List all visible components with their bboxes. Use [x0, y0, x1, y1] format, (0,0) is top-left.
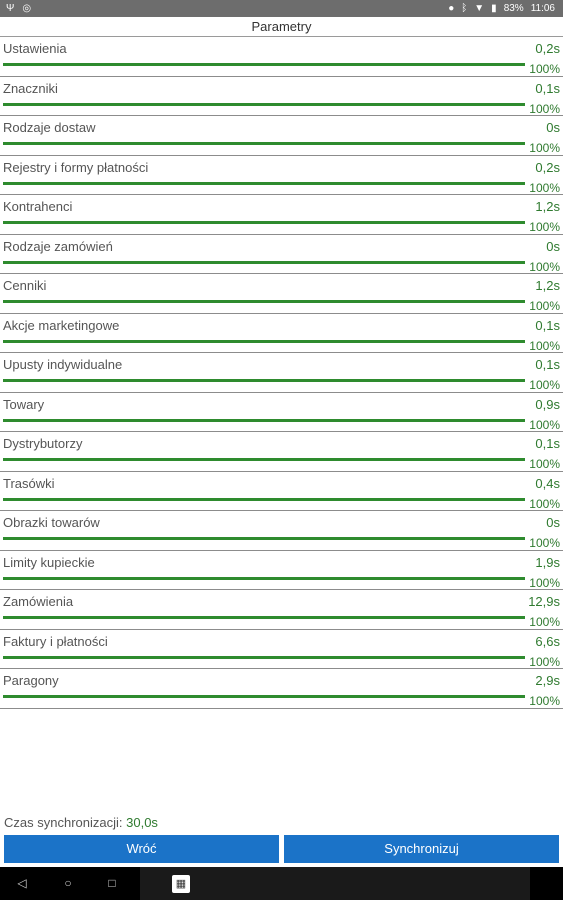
home-nav-icon[interactable]: ○	[64, 876, 72, 890]
item-time: 1,9s	[535, 554, 560, 570]
item-name: Dystrybutorzy	[3, 436, 83, 451]
battery-percent: 83%	[503, 3, 524, 14]
item-time: 0s	[546, 238, 560, 254]
item-time: 2,9s	[535, 673, 560, 688]
progress-bar	[3, 498, 525, 501]
item-name: Kontrahenci	[3, 199, 73, 214]
item-percent: 100%	[529, 654, 560, 669]
back-button[interactable]: Wróć	[4, 835, 279, 863]
progress-fill	[3, 537, 525, 540]
bluetooth-icon: ᛒ	[461, 3, 468, 14]
item-time: 0,9s	[535, 396, 560, 412]
item-percent: 100%	[529, 417, 560, 432]
list-item	[0, 511, 563, 551]
progress-fill	[3, 616, 525, 619]
item-name: Rodzaje zamówień	[3, 238, 113, 254]
item-time: 1,2s	[535, 278, 560, 293]
item-name: Faktury i płatności	[3, 633, 108, 649]
wifi-icon: ▼	[474, 3, 485, 14]
list-item	[0, 195, 563, 235]
status-bar	[0, 0, 563, 17]
item-time: 0,2s	[535, 41, 560, 56]
item-percent: 100%	[529, 378, 560, 392]
item-name: Limity kupieckie	[3, 554, 95, 570]
item-time: 0,1s	[535, 436, 560, 451]
recents-nav-icon[interactable]: □	[108, 876, 116, 890]
list-item	[0, 590, 563, 630]
sync-status-icon: ◎	[22, 3, 32, 14]
item-percent: 100%	[529, 457, 560, 471]
status-time: 11:06	[530, 3, 555, 14]
list-item	[0, 274, 563, 314]
progress-fill	[3, 419, 525, 422]
list-item	[0, 116, 563, 156]
progress-fill	[3, 142, 525, 145]
list-item	[0, 156, 563, 196]
list-item	[0, 393, 563, 433]
item-name: Akcje marketingowe	[3, 317, 120, 333]
app-icon[interactable]: ▦	[172, 875, 190, 893]
progress-bar	[3, 261, 525, 264]
item-time: 0,1s	[535, 80, 560, 96]
item-name: Upusty indywidualne	[3, 357, 123, 372]
item-name: Zamówienia	[3, 594, 74, 609]
progress-bar	[3, 142, 525, 145]
item-time: 0,2s	[535, 159, 560, 175]
item-percent: 100%	[529, 496, 560, 511]
progress-bar	[3, 537, 525, 540]
item-name: Znaczniki	[3, 80, 58, 96]
item-percent: 100%	[529, 101, 560, 116]
sync-time	[4, 815, 158, 830]
progress-bar	[3, 577, 525, 580]
progress-fill	[3, 261, 525, 264]
progress-bar	[3, 300, 525, 303]
list-item	[0, 551, 563, 591]
progress-bar	[3, 182, 525, 185]
item-time: 0s	[546, 515, 560, 530]
progress-fill	[3, 340, 525, 343]
location-icon: ●	[448, 3, 455, 14]
item-percent: 100%	[529, 180, 560, 195]
progress-fill	[3, 182, 525, 185]
app-strip	[140, 867, 530, 900]
progress-fill	[3, 498, 525, 501]
list-item	[0, 472, 563, 512]
progress-fill	[3, 103, 525, 106]
item-percent: 100%	[529, 694, 560, 708]
list-item	[0, 432, 563, 472]
progress-bar	[3, 63, 525, 66]
list-item	[0, 669, 563, 709]
progress-bar	[3, 656, 525, 659]
progress-bar	[3, 695, 525, 698]
progress-fill	[3, 695, 525, 698]
battery-icon: ▮	[491, 3, 497, 14]
item-name: Obrazki towarów	[3, 515, 100, 530]
item-percent: 100%	[529, 575, 560, 590]
sync-time-label: Czas synchronizacji:	[4, 815, 123, 830]
item-time: 1,2s	[535, 199, 560, 214]
list-item	[0, 235, 563, 275]
item-percent: 100%	[529, 62, 560, 76]
item-name: Trasówki	[3, 475, 55, 491]
progress-fill	[3, 300, 525, 303]
item-time: 0,1s	[535, 317, 560, 333]
synchronize-button[interactable]: Synchronizuj	[284, 835, 559, 863]
item-percent: 100%	[529, 141, 560, 155]
item-name: Rodzaje dostaw	[3, 120, 96, 135]
item-percent: 100%	[529, 220, 560, 234]
item-percent: 100%	[529, 299, 560, 313]
list-item	[0, 37, 563, 77]
progress-bar	[3, 458, 525, 461]
item-percent: 100%	[529, 259, 560, 274]
navigation-bar	[0, 867, 563, 900]
list-item	[0, 353, 563, 393]
item-name: Cenniki	[3, 278, 47, 293]
page-title: Parametry	[0, 17, 563, 37]
sync-time-value: 30,0s	[126, 815, 158, 830]
usb-icon: Ψ	[6, 3, 15, 14]
progress-bar	[3, 419, 525, 422]
item-percent: 100%	[529, 615, 560, 629]
item-time: 0,1s	[535, 357, 560, 372]
item-time: 0s	[546, 120, 560, 135]
progress-bar	[3, 616, 525, 619]
sync-list	[0, 37, 563, 709]
progress-bar	[3, 340, 525, 343]
progress-fill	[3, 458, 525, 461]
item-name: Towary	[3, 396, 45, 412]
item-name: Rejestry i formy płatności	[3, 159, 149, 175]
item-percent: 100%	[529, 338, 560, 353]
progress-fill	[3, 221, 525, 224]
progress-bar	[3, 103, 525, 106]
back-nav-icon[interactable]: ◁	[17, 876, 27, 890]
item-name: Ustawienia	[3, 41, 67, 56]
item-name: Paragony	[3, 673, 59, 688]
progress-fill	[3, 63, 525, 66]
item-time: 12,9s	[528, 594, 560, 609]
list-item	[0, 77, 563, 117]
progress-fill	[3, 656, 525, 659]
item-time: 6,6s	[535, 633, 560, 649]
progress-fill	[3, 379, 525, 382]
progress-bar	[3, 379, 525, 382]
list-item	[0, 314, 563, 354]
progress-bar	[3, 221, 525, 224]
item-time: 0,4s	[535, 475, 560, 491]
progress-fill	[3, 577, 525, 580]
item-percent: 100%	[529, 536, 560, 550]
list-item	[0, 630, 563, 670]
